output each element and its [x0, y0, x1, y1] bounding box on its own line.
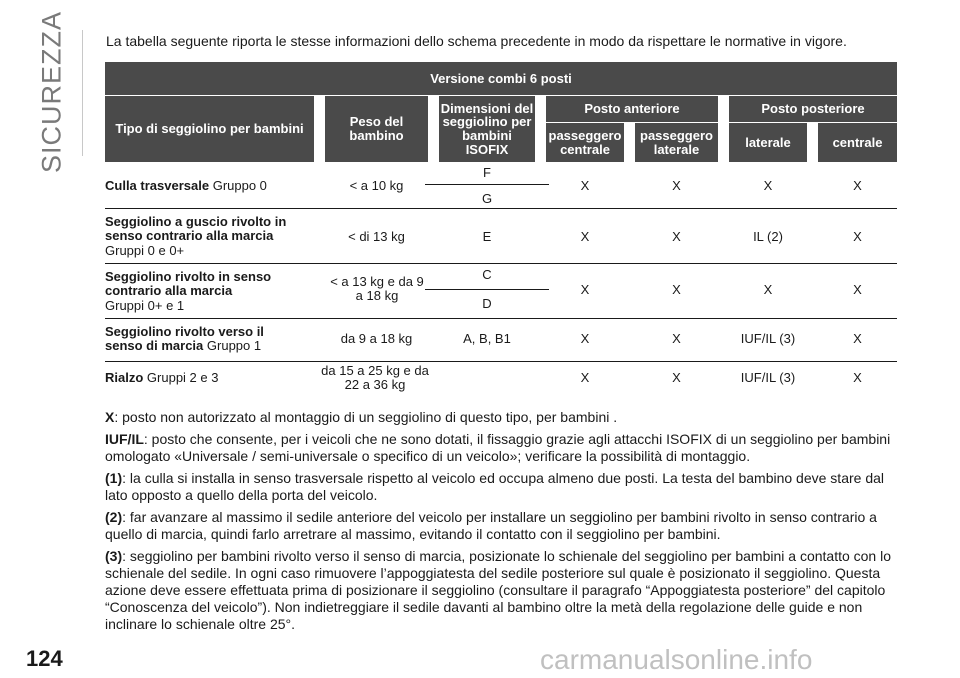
note-item: X: posto non autorizzato al montaggio di un seggiolino di questo tipo, per bambini . — [105, 409, 618, 425]
value-cell: X — [672, 229, 681, 244]
watermark: carmanualsonline.info — [540, 644, 813, 675]
table-row — [105, 264, 897, 318]
value-cell: IL (2) — [753, 229, 783, 244]
table-header — [105, 62, 897, 162]
isofix-divider — [425, 184, 549, 185]
note-item: (3): seggiolino per bambini rivolto verso il senso di marcia, posizionate lo schienale del seggiolino per bambini a contatto con lo schienale del sedile. In ogni caso rimuovere l’appoggiatesta del sedile posteriore sul quale è posizionato il seggiolino. Questa azione deve essere effettuata prima di posizionare il seggiolino (consultare il paragrafo “Appoggiatesta posteriore” del capitolo “Conoscenza del veicolo”). Non indietreggiare il sedile davanti al bambino oltre la metà della regolazione delle guide e non inclinare lo schienale oltre 25°. — [105, 548, 892, 632]
table-row — [105, 362, 897, 404]
header-seat-type: Tipo di seggiolino per bambini — [115, 121, 304, 137]
value-cell: X — [580, 229, 590, 244]
note-item: (2): far avanzare al massimo il sedile anteriore del veicolo per installare un seggiolino per bambini rivolto in senso contrario a quello di marcia, quindi farlo arretrare al massimo, evitando il contatto con il seggiolino per bambini. — [105, 509, 877, 542]
isofix-cell: F — [483, 165, 491, 180]
section-label: SICUREZZA — [36, 10, 67, 174]
weight-cell: < di 13 kg — [348, 229, 405, 244]
intro-text: La tabella seguente riporta le stesse informazioni dello schema precedente in modo da rispettare le normative in vigore. — [106, 33, 847, 49]
value-cell: IUF/IL (3) — [740, 331, 796, 346]
note-item: (1): la culla si installa in senso trasversale rispetto al veicolo ed occupa almeno due posti. La testa del bambino deve stare dal lato opposto a quello della porta del veicolo. — [105, 470, 885, 503]
value-cell: X — [853, 331, 862, 346]
value-cell: X — [853, 178, 862, 193]
seat-type-cell: Seggiolino a guscio rivolto in senso contrario alla marcia Gruppi 0 e 0+ — [105, 214, 287, 258]
seat-type-cell: Seggiolino rivolto in senso contrario alla marcia Gruppi 0+ e 1 — [105, 269, 272, 313]
seat-type-cell: Culla trasversale Gruppo 0 — [105, 178, 267, 193]
header-rear-center: centrale — [832, 134, 883, 150]
value-cell: X — [853, 229, 862, 244]
isofix-cell: E — [482, 229, 492, 244]
value-cell: X — [672, 282, 681, 297]
legend-notes — [105, 409, 900, 638]
weight-cell: da 9 a 18 kg — [340, 331, 413, 346]
header-separator — [314, 96, 325, 162]
isofix-cell: A, B, B1 — [463, 331, 511, 346]
value-cell: X — [853, 282, 862, 297]
value-cell: IUF/IL (3) — [740, 370, 796, 385]
seat-type-cell: Rialzo Gruppi 2 e 3 — [105, 370, 219, 385]
table-row — [105, 162, 897, 208]
header-rear-side: laterale — [745, 134, 791, 150]
header-separator — [718, 96, 729, 162]
seat-type-cell: Seggiolino rivolto verso il senso di marcia Gruppo 1 — [105, 324, 264, 354]
header-separator — [624, 123, 635, 162]
header-front-center: passeggero centrale — [548, 127, 622, 157]
header-separator — [807, 123, 818, 162]
value-cell: X — [580, 370, 590, 385]
header-isofix: Dimensioni del seggiolino per bambini ISOFIX — [440, 100, 534, 157]
value-cell: X — [853, 370, 862, 385]
isofix-divider — [425, 289, 549, 290]
weight-cell: < a 13 kg e da 9 a 18 kg — [330, 274, 424, 304]
value-cell: X — [580, 178, 590, 193]
value-cell: X — [672, 370, 681, 385]
page-number: 124 — [26, 646, 63, 671]
header-weight: Peso del bambino — [349, 114, 404, 143]
header-separator — [428, 96, 439, 162]
isofix-cell: C — [482, 267, 492, 282]
value-cell: X — [672, 331, 681, 346]
value-cell: X — [763, 282, 773, 297]
value-cell: X — [672, 178, 681, 193]
value-cell: X — [763, 178, 773, 193]
weight-cell: < a 10 kg — [349, 178, 404, 193]
header-rear-seat: Posto posteriore — [761, 101, 865, 117]
value-cell: X — [580, 331, 590, 346]
table-caption: Versione combi 6 posti — [430, 70, 572, 86]
note-item: IUF/IL: posto che consente, per i veicoli che ne sono dotati, il fissaggio grazie agli attacchi ISOFIX di un seggiolino per bambini omologato «Universale / semi-universale o specifico di un veicolo»; verificare la possibilità di montaggio. — [105, 431, 891, 464]
isofix-cell: G — [481, 191, 493, 206]
section-divider — [82, 30, 83, 156]
table-row — [105, 209, 897, 263]
header-front-seat: Posto anteriore — [584, 101, 680, 117]
table-row — [105, 319, 897, 361]
value-cell: X — [580, 282, 590, 297]
weight-cell: da 15 a 25 kg e da 22 a 36 kg — [321, 363, 429, 393]
isofix-cell: D — [482, 296, 492, 311]
header-front-side: passeggero laterale — [640, 127, 713, 157]
header-separator — [535, 96, 546, 162]
